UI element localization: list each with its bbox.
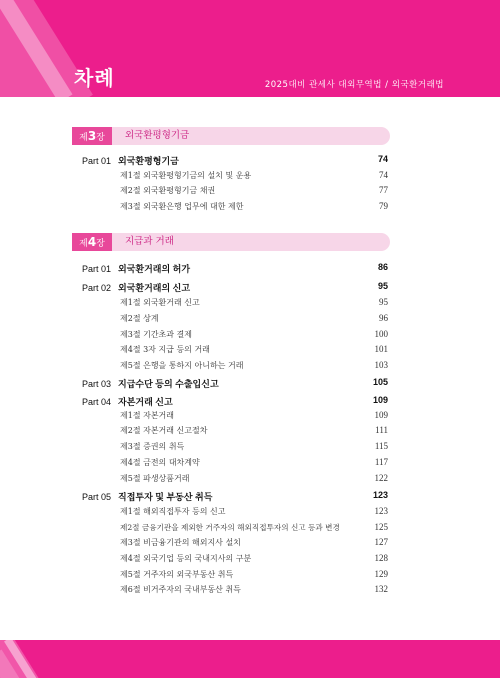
part-title: 외국환거래의 신고 [118,283,191,293]
toc-section-row [82,360,388,374]
toc-section-row [82,537,388,551]
page-number: 95 [377,281,388,291]
toc-section-row [82,473,388,487]
page-number: 100 [374,329,388,339]
toc-section-row [82,344,388,358]
section-title: 제3절 외국환은행 업무에 대한 제한 [120,202,244,211]
page-title: 차례 [74,66,115,90]
toc-section-row [82,297,388,311]
part-number: Part 01 [82,156,112,166]
page-number: 122 [374,473,388,483]
page-number: 74 [379,170,388,180]
part-title: 지급수단 등의 수출입신고 [118,379,219,389]
part-number: Part 04 [82,397,112,407]
chapter-title: 외국환평형기금 [125,130,190,141]
section-title: 제5절 거주자의 외국부동산 취득 [120,570,234,579]
toc-part-row [82,281,388,295]
section-title: 제2절 외국환평형기금 채권 [120,186,216,195]
toc-section-row [82,584,388,598]
page-number: 128 [374,553,388,563]
page-number: 109 [372,395,388,405]
page-header [0,0,500,97]
page-number: 132 [374,584,388,594]
toc-section-row [82,522,388,536]
part-title: 외국환거래의 허가 [118,264,191,274]
page-number: 109 [374,410,388,420]
section-title: 제4절 금전의 대차계약 [120,458,200,467]
part-number: Part 01 [82,264,112,274]
page-number: 77 [379,185,388,195]
part-title: 외국환평형기금 [118,156,179,166]
toc-part-row [82,377,388,391]
toc-section-row [82,506,388,520]
part-title: 자본거래 신고 [118,397,173,407]
section-title: 제1절 외국환평형기금의 설치 및 운용 [120,171,252,180]
section-title: 제1절 해외직접투자 등의 신고 [120,507,226,516]
toc-section-row [82,170,388,184]
part-number: Part 05 [82,492,112,502]
page-number: 96 [379,313,388,323]
toc-part-row [82,262,388,276]
page-number: 125 [374,522,388,532]
toc-part-row [82,154,388,168]
toc-section-row [82,201,388,215]
section-title: 제3절 기간초과 결제 [120,330,192,339]
page-number: 95 [379,297,388,307]
book-subtitle: 2025대비 관세사 대외무역법 / 외국환거래법 [264,80,444,90]
toc-section-row [82,553,388,567]
page-number: 115 [374,441,388,451]
toc-section-row [82,313,388,327]
toc-section-row [82,410,388,424]
section-title: 제5절 은행을 통하지 아니하는 거래 [120,361,244,370]
page-number: 123 [374,506,388,516]
part-number: Part 02 [82,283,112,293]
section-title: 제3절 증권의 취득 [120,442,185,451]
toc-part-row [82,395,388,409]
page-number: 101 [374,344,388,354]
page-number: 129 [374,569,388,579]
section-title: 제4절 3자 지급 등의 거래 [120,345,210,354]
page-footer [0,640,500,678]
page-number: 74 [377,154,388,164]
section-title: 제2절 금융기관을 제외한 거주자의 해외직접투자의 신고 등과 변경 [120,523,340,532]
page-number: 127 [374,537,388,547]
page-number: 105 [372,377,388,387]
section-title: 제1절 외국환거래 신고 [120,298,200,307]
section-title: 제4절 외국기업 등의 국내지사의 구분 [120,554,252,563]
section-title: 제1절 자본거래 [120,411,175,420]
toc-part-row [82,490,388,504]
section-title: 제5절 파생상품거래 [120,474,190,483]
toc-section-row [82,425,388,439]
part-number: Part 03 [82,379,112,389]
toc-section-row [82,441,388,455]
section-title: 제3절 비금융기관의 해외지사 설치 [120,538,241,547]
page-number: 123 [372,490,388,500]
chapter-title: 지급과 거래 [125,236,174,247]
part-title: 직접투자 및 부동산 취득 [118,492,213,502]
toc-section-row [82,569,388,583]
chapter-tag: 제3장 [72,127,112,145]
chapter-banner-4 [72,233,390,251]
section-title: 제2절 상계 [120,314,159,323]
section-title: 제2절 자본거래 신고절차 [120,426,208,435]
page-number: 111 [375,425,388,435]
page-number: 117 [374,457,388,467]
toc-section-row [82,457,388,471]
toc-section-row [82,329,388,343]
chapter-banner-3 [72,127,390,145]
toc-section-row [82,185,388,199]
page-number: 86 [377,262,388,272]
section-title: 제6절 비거주자의 국내부동산 취득 [120,585,241,594]
page-number: 79 [379,201,388,211]
chapter-tag: 제4장 [72,233,112,251]
page-number: 103 [374,360,388,370]
